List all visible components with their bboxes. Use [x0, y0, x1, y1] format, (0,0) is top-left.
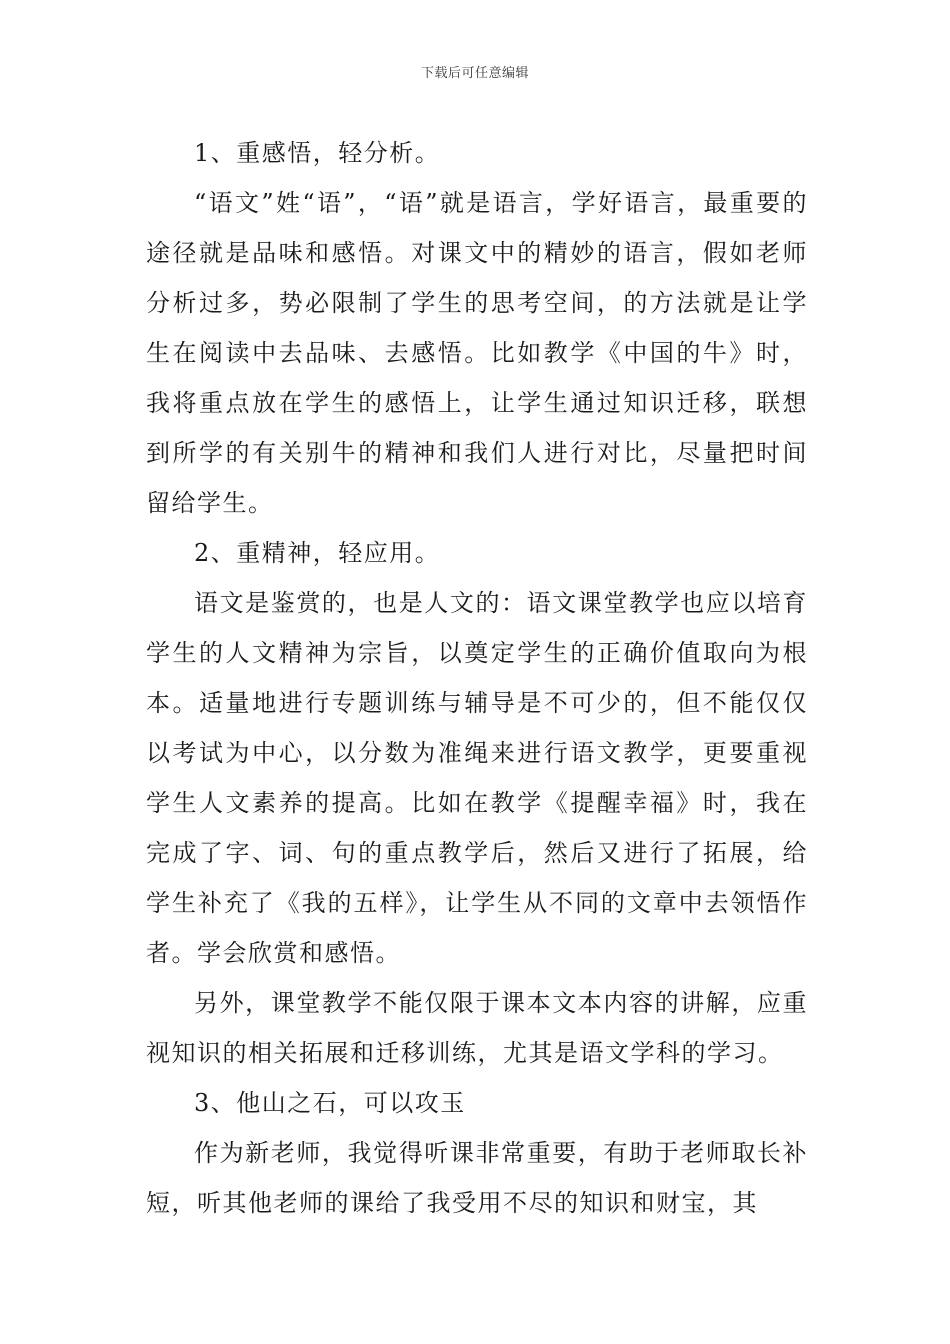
- page-header: 下载后可任意编辑: [420, 66, 529, 81]
- paragraph: 另外，课堂教学不能仅限于课本文本内容的讲解，应重视知识的相关拓展和迁移训练，尤其是语文学科的学习。: [146, 989, 808, 1067]
- section-heading-3: 3、他山之石，可以攻玉: [194, 1089, 466, 1117]
- paragraph: “语文”姓“语”，“语”就是语言，学好语言，最重要的途径就是品味和感悟。对课文中的精妙的语言，假如老师分析过多，势必限制了学生的思考空间，的方法就是让学生在阅读中去品味、去感悟。比如教学《中国的牛》时，我将重点放在学生的感悟上，让学生通过知识迁移，联想到所学的有关别牛的精神和我们人进行对比，尽量把时间留给学生。: [146, 189, 808, 517]
- section-heading-1: 1、重感悟，轻分析。: [194, 139, 441, 167]
- paragraph: 语文是鉴赏的，也是人文的：语文课堂教学也应以培育学生的人文精神为宗旨，以奠定学生的正确价值取向为根本。适量地进行专题训练与辅导是不可少的，但不能仅仅以考试为中心，以分数为准绳来进行语文教学，更要重视学生人文素养的提高。比如在教学《提醒幸福》时，我在完成了字、词、句的重点教学后，然后又进行了拓展，给学生补充了《我的五样》，让学生从不同的文章中去领悟作者。学会欣赏和感悟。: [146, 589, 808, 967]
- section-heading-2: 2、重精神，轻应用。: [194, 539, 441, 567]
- document-body: [146, 128, 808, 1228]
- paragraph: 作为新老师，我觉得听课非常重要，有助于老师取长补短，听其他老师的课给了我受用不尽的知识和财宝，其: [146, 1139, 808, 1217]
